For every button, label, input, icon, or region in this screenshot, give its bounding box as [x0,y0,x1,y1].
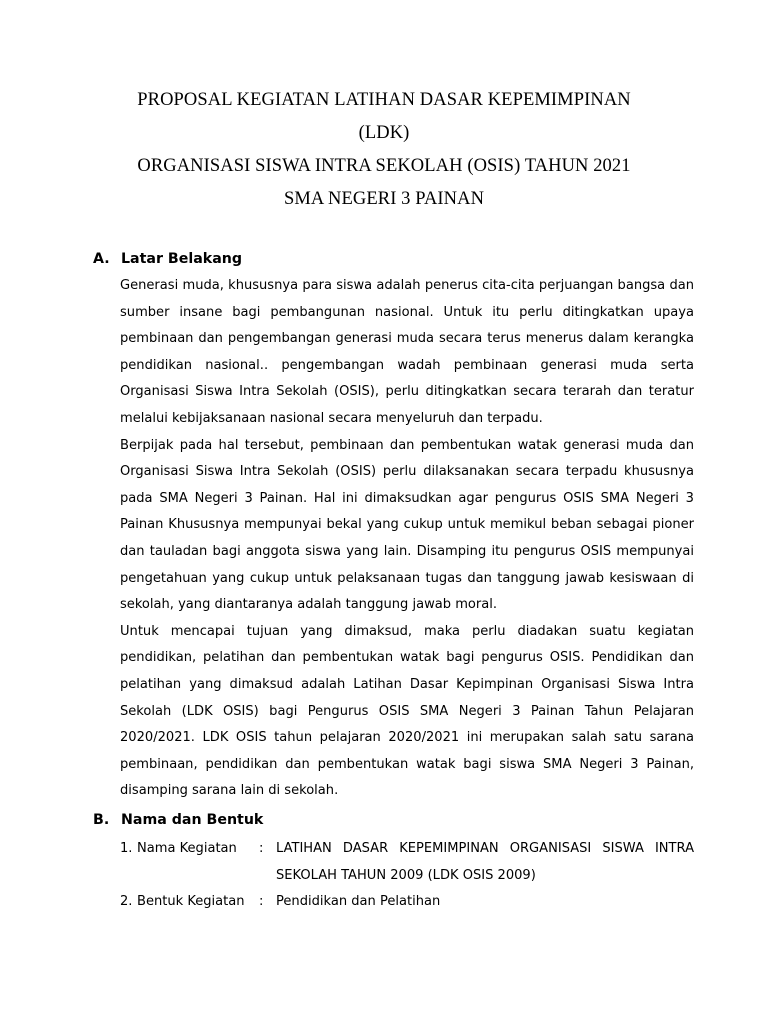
title-line: (LDK) [358,123,410,143]
item-number: 1. [120,841,133,856]
item-label: Bentuk Kegiatan [137,894,245,910]
list-item [120,889,694,916]
title-line: PROPOSAL KEGIATAN LATIHAN DASAR KEPEMIMPINAN [137,90,631,110]
section-b-list [120,836,694,916]
section-a-body [120,273,694,805]
item-colon: : [259,894,264,910]
title-line: SMA NEGERI 3 PAINAN [283,189,485,209]
section-a-heading [93,249,242,269]
paragraph: Untuk mencapai tujuan yang dimaksud, maka perlu diadakan suatu kegiatan pendidikan, pelatihan dan pembentukan watak bagi pengurus OSIS. Pendidikan dan pelatihan yang dimaksud adalah Latihan Dasar Kepimpinan Organisasi Siswa Intra Sekolah (LDK OSIS) bagi Pengurus OSIS SMA Negeri 3 Painan Tahun Pelajaran 2020/2021. LDK OSIS tahun pelajaran 2020/2021 ini merupakan salah satu sarana pembinaan, pendidikan dan pembentukan watak bagi siswa SMA Negeri 3 Painan, disamping sarana lain di sekolah. [120,623,694,799]
section-a-letter: A. [93,251,110,267]
title-line: ORGANISASI SISWA INTRA SEKOLAH (OSIS) TAHUN 2021 [137,156,631,176]
paragraph: Generasi muda, khususnya para siswa adalah penerus cita-cita perjuangan bangsa dan sumber insane bagi pembangunan nasional. Untuk itu perlu ditingkatkan upaya pembinaan dan pengembangan generasi muda secara terus menerus dalam kerangka pendidikan nasional.. pengembangan wadah pembinaan generasi muda serta Organisasi Siswa Intra Sekolah (OSIS), perlu ditingkatkan secara terarah dan teratur melalui kebijaksanaan nasional secara menyeluruh dan terpadu. [120,278,694,426]
list-item [120,836,694,889]
section-b-title: Nama dan Bentuk [121,812,264,828]
section-a-title: Latar Belakang [121,251,243,267]
paragraph: Berpijak pada hal tersebut, pembinaan dan pembentukan watak generasi muda dan Organisasi Siswa Intra Sekolah (OSIS) perlu dilaksanakan secara terpadu khususnya pada SMA Negeri 3 Painan. Hal ini dimaksudkan agar pengurus OSIS SMA Negeri 3 Painan Khususnya mempunyai bekal yang cukup untuk memikul beban sebagai pioner dan tauladan bagi anggota siswa yang lain. Disamping itu pengurus OSIS mempunyai pengetahuan yang cukup untuk pelaksanaan tugas dan tanggung jawab kesiswaan di sekolah, yang diantaranya adalah tanggung jawab moral. [120,437,694,613]
item-value: Pendidikan dan Pelatihan [276,894,441,910]
item-value: LATIHAN DASAR KEPEMIMPINAN ORGANISASI SISWA INTRA SEKOLAH TAHUN 2009 (LDK OSIS 2009) [276,841,694,883]
section-b-heading [93,810,263,830]
item-colon: : [259,841,264,856]
section-b-letter: B. [93,812,110,828]
document-title [0,84,768,216]
item-number: 2. [120,894,133,910]
item-label: Nama Kegiatan [137,841,237,856]
